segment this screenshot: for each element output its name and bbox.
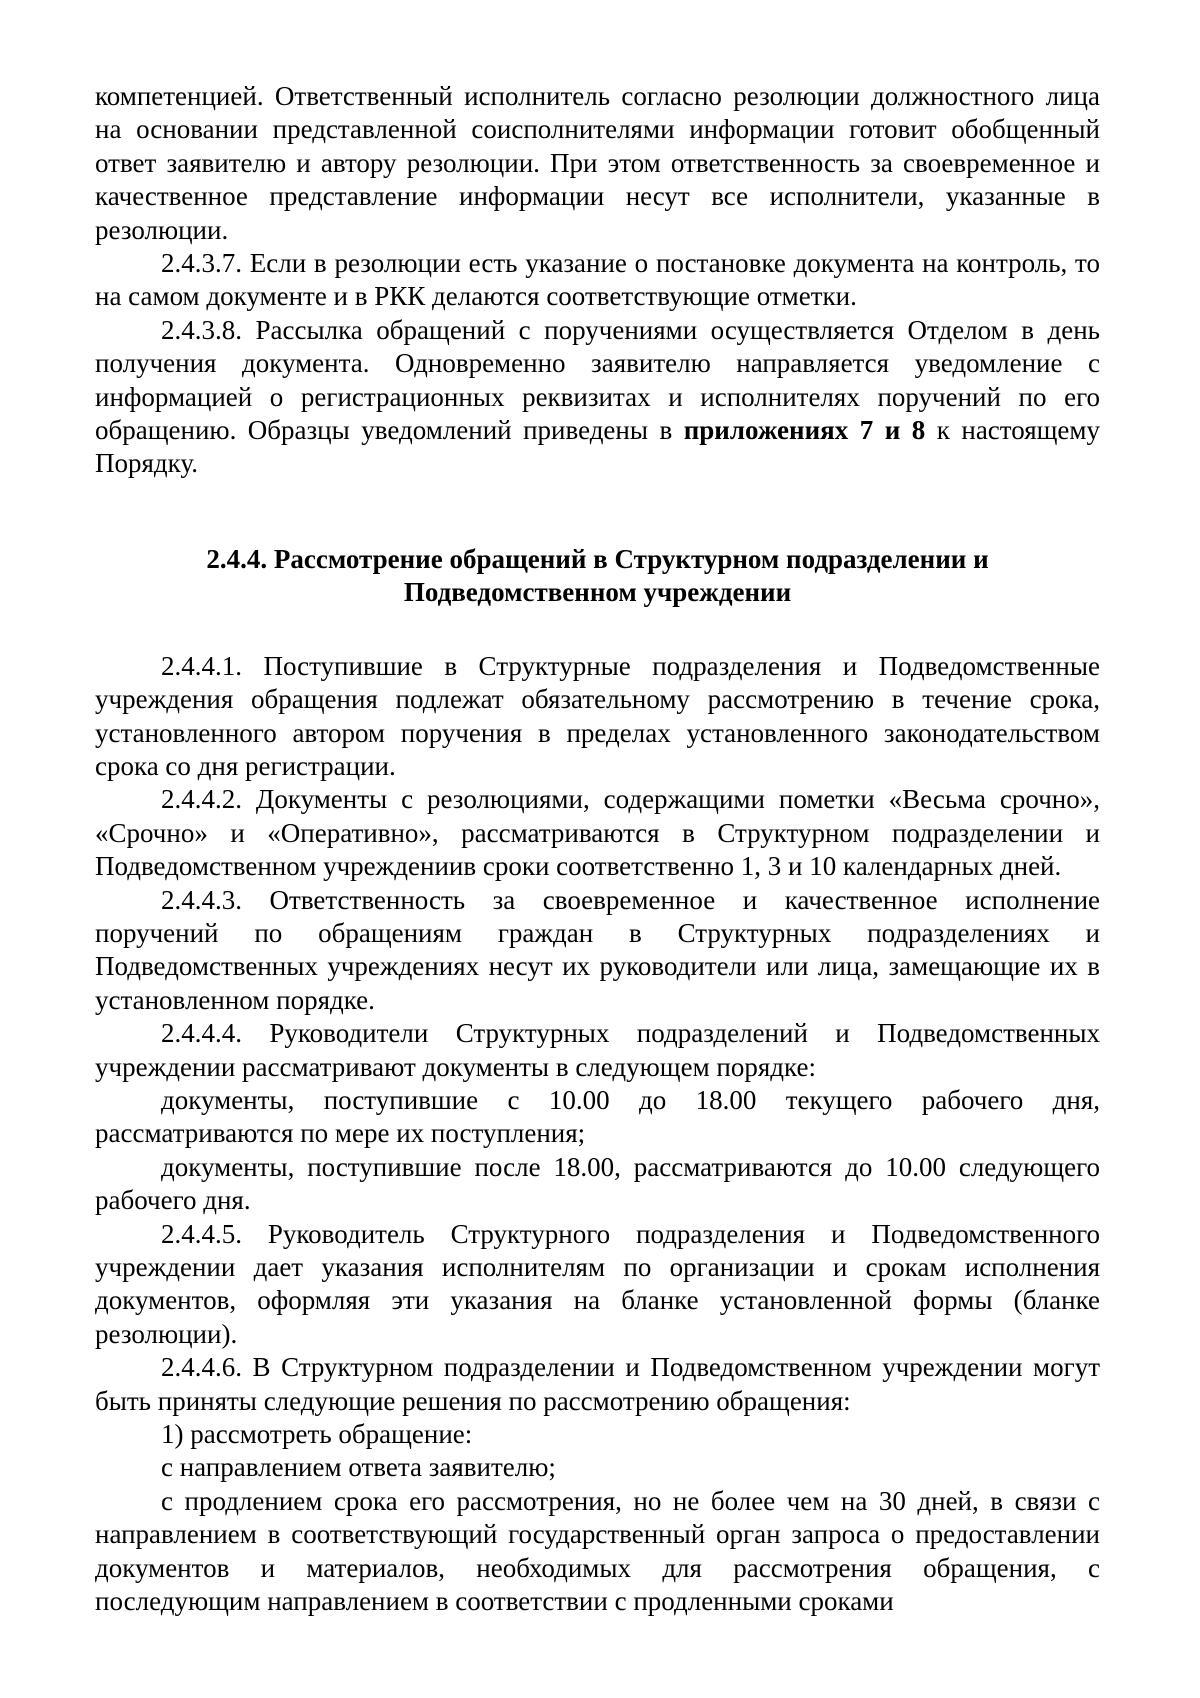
list-item-extension: с продлением срока его рассмотрения, но не более чем на 30 дней, в связи с направлением в соответствующий государственный орган запроса о предоставлении документов и материалов, необходимых для рассмотрения обращения, с последующим направлением в соответствии с продленными сроками xyxy=(95,1485,1100,1617)
paragraph-2-4-4-5: 2.4.4.5. Руководитель Структурного подразделения и Подведомственного учреждении дает указания исполнителям по организации и срокам исполнения документов, оформляя эти указания на бланке установленной формы (бланке резолюции). xyxy=(95,1218,1100,1349)
paragraph-2-4-4-1: 2.4.4.1. Поступившие в Структурные подразделения и Подведомственные учреждения обращения подлежат обязательному рассмотрению в течение срока, установленного автором поручения в пределах установленного законодательством срока со дня регистрации. xyxy=(95,650,1100,781)
list-item-reply: с направлением ответа заявителю; xyxy=(161,1452,556,1483)
paragraph-2-4-4-4: 2.4.4.4. Руководители Структурных подразделений и Подведомственных учреждении рассматривают документы в следующем порядке: xyxy=(95,1018,1100,1082)
section-heading-line-1: 2.4.4. Рассмотрение обращений в Структурном подразделении и xyxy=(206,543,989,574)
list-item-after-hours: документы, поступившие после 18.00, рассматриваются до 10.00 следующего рабочего дня. xyxy=(95,1151,1100,1216)
section-heading-line-2: Подведомственном учреждении xyxy=(403,577,792,608)
paragraph-2-4-4-3: 2.4.4.3. Ответственность за своевременное и качественное исполнение поручений по обращениям граждан в Структурных подразделениях и Подведомственных учреждениях несут их руководители или лица, замещающие их в установленном порядке. xyxy=(95,884,1100,1015)
paragraph-continuation: компетенцией. Ответственный исполнитель согласно резолюции должностного лица на основании представленной соисполнителями информации готовит обобщенный ответ заявителю и автору резолюции. При этом ответственность за своевременное и качественное представление информации несут все исполнители, указанные в резолюции. xyxy=(95,81,1100,245)
paragraph-2-4-4-2: 2.4.4.2. Документы с резолюциями, содержащими пометки «Весьма срочно», «Срочно» и «Оперативно», рассматриваются в Структурном подразделении и Подведомственном учреждениив сроки соответственно 1, 3 и 10 календарных дней. xyxy=(95,784,1100,882)
section-heading xyxy=(95,543,1100,610)
paragraph-2-4-3-7: 2.4.3.7. Если в резолюции есть указание о постановке документа на контроль, то на самом документе и в РКК делаются соответствующие отметки. xyxy=(95,248,1100,312)
paragraph-2-4-3-8-tail: к настоящему Порядку. xyxy=(95,415,1100,479)
list-item-decision-1: 1) рассмотреть обращение: xyxy=(161,1419,473,1450)
appendix-reference: приложениях 7 и 8 xyxy=(683,415,926,446)
paragraph-2-4-4-6: 2.4.4.6. В Структурном подразделении и Подведомственном учреждении могут быть приняты следующие решения по рассмотрению обращения: xyxy=(95,1352,1100,1416)
list-item-working-hours: документы, поступившие с 10.00 до 18.00 текущего рабочего дня, рассматриваются по мере их поступления; xyxy=(95,1084,1100,1149)
document-page xyxy=(95,80,1100,1618)
paragraph-2-4-3-8-text: 2.4.3.8. Рассылка обращений с поручениями осуществляется Отделом в день получения документа. Одновременно заявителю направляется уведомление с информацией о регистрационных реквизитах и исполнителях поручений по его обращению. Образцы уведомлений приведены в xyxy=(95,314,1100,446)
paragraph-2-4-3-8 xyxy=(95,314,1100,481)
